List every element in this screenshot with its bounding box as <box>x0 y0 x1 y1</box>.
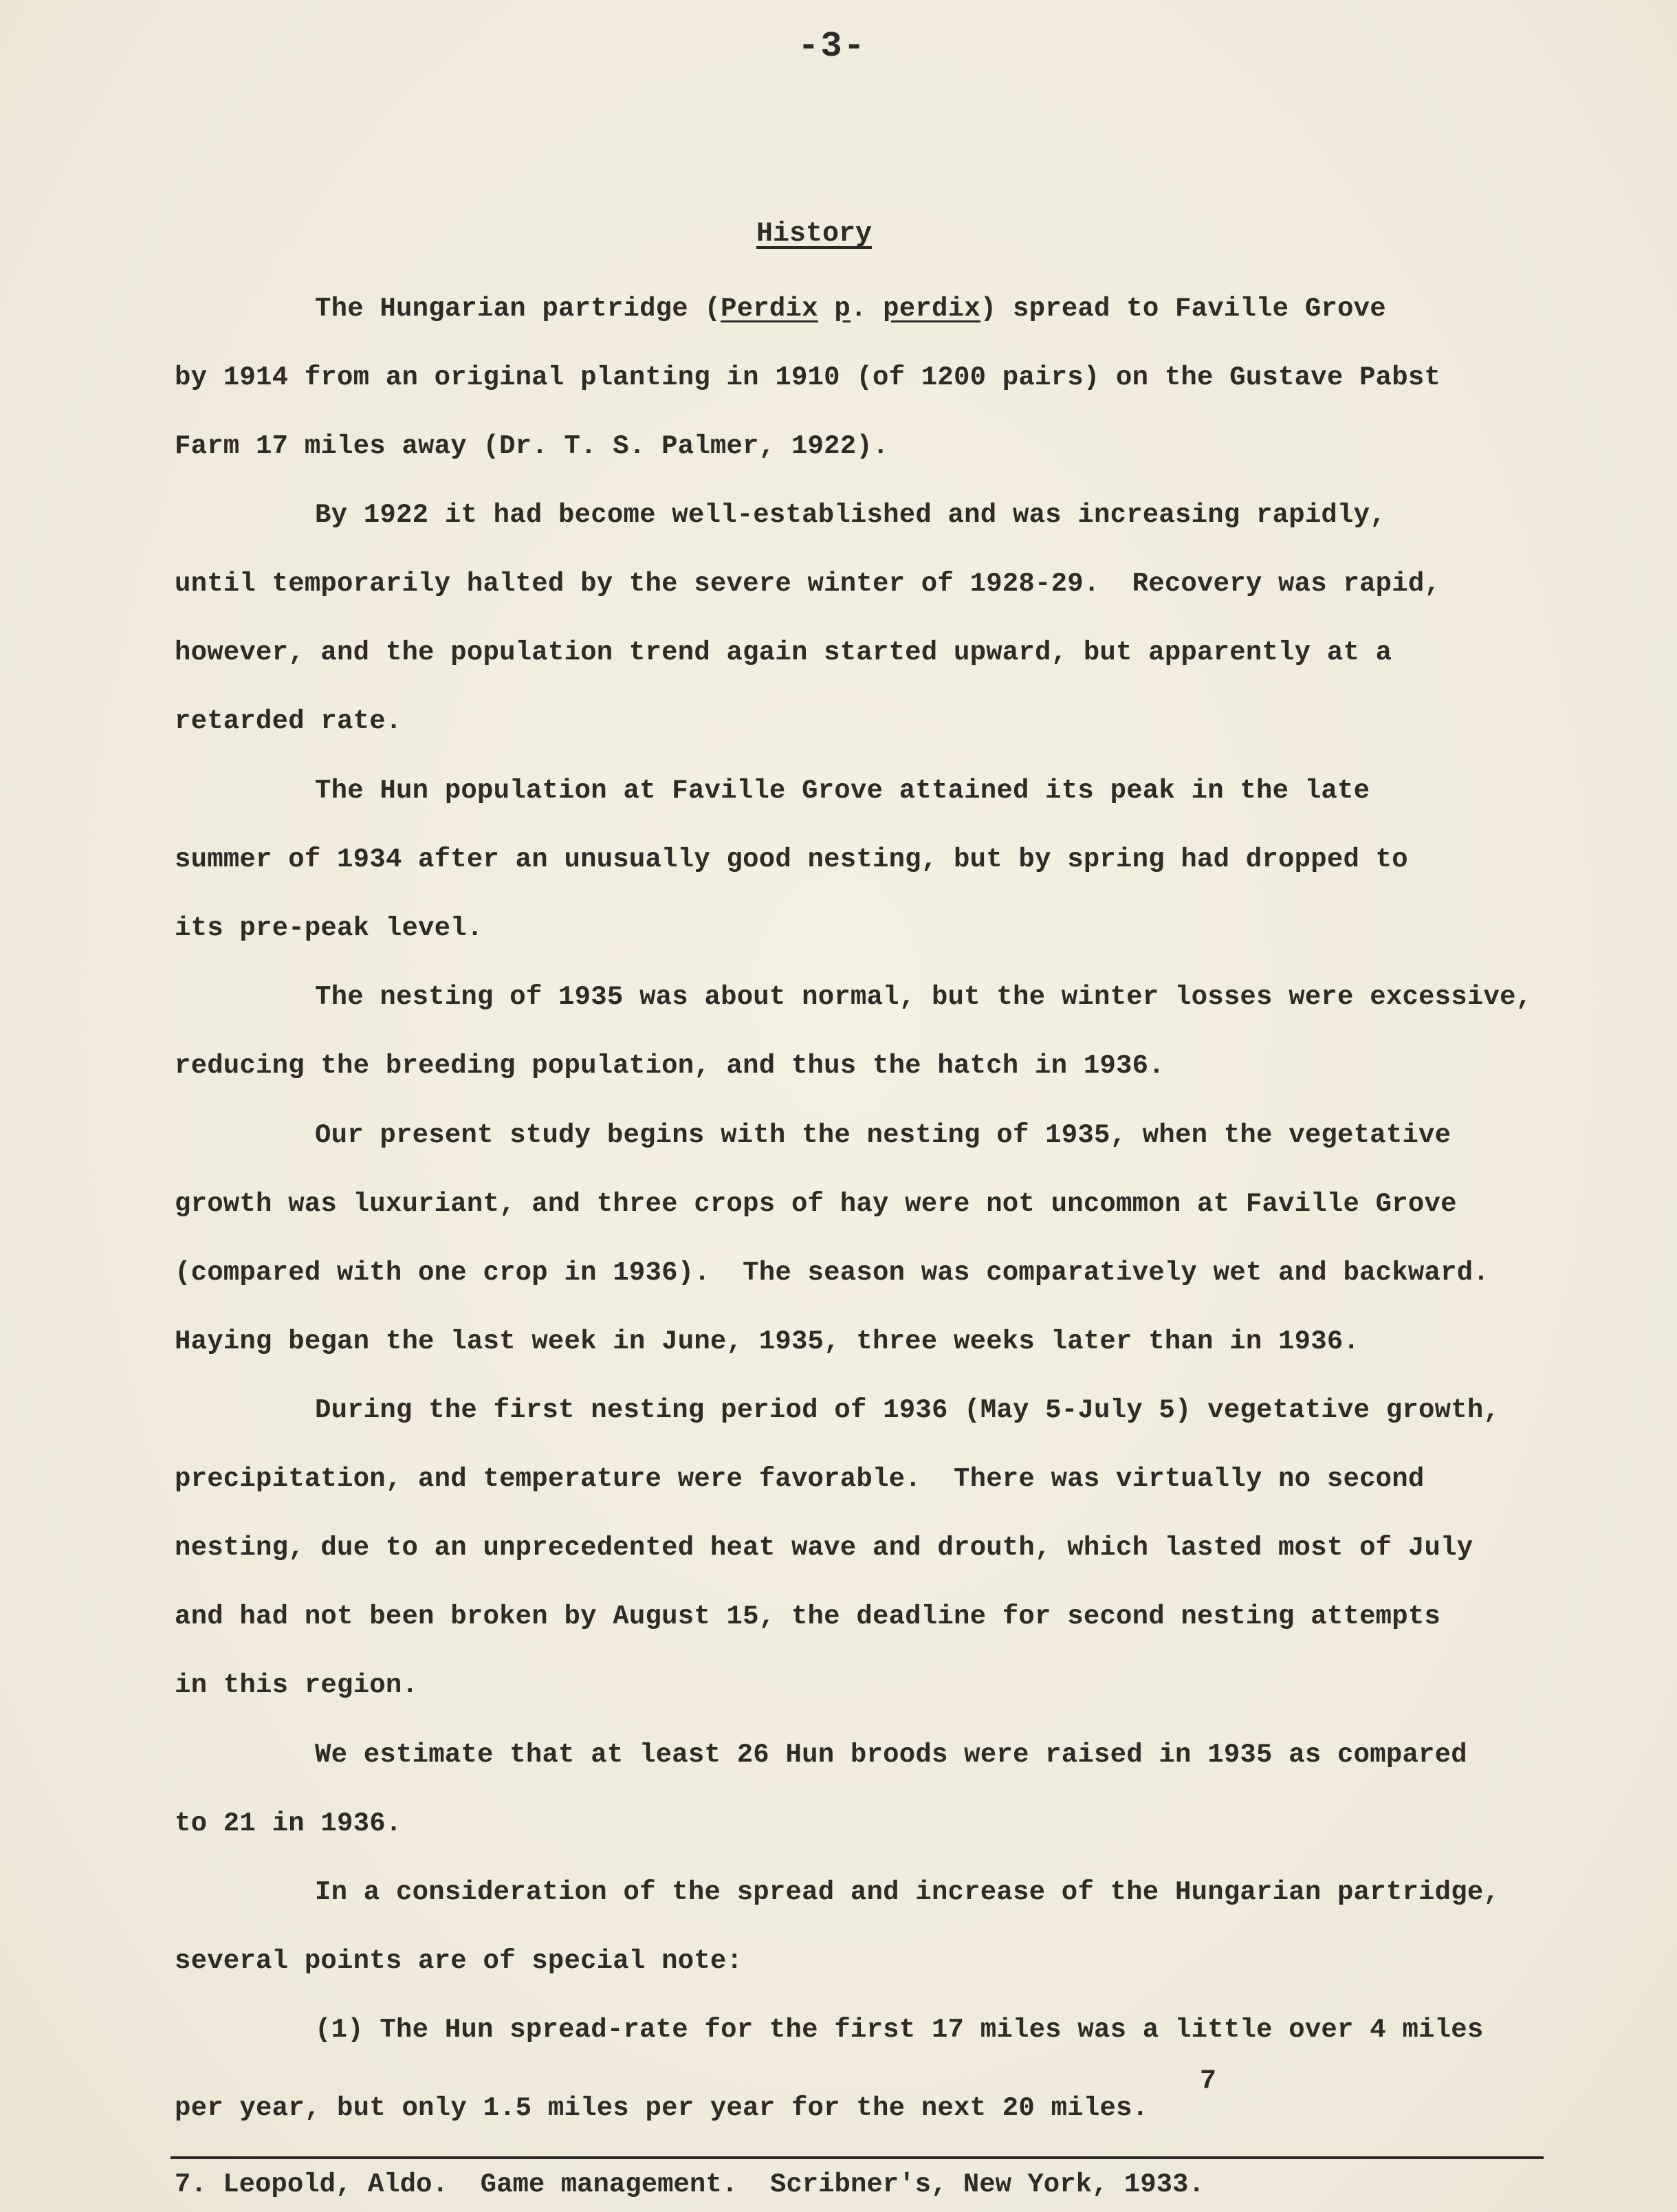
text-line: retarded rate. <box>175 706 402 736</box>
text-line: We estimate that at least 26 Hun broods were raised in 1935 as compared <box>315 1740 1467 1770</box>
text-segment: The Hungarian partridge ( <box>315 294 721 324</box>
text-line: and had not been broken by August 15, the deadline for second nesting attempts <box>175 1601 1441 1632</box>
text-line: Our present study begins with the nesting of 1935, when the vegetative <box>315 1120 1451 1150</box>
scientific-name-subspecies: perdix <box>883 294 980 324</box>
text-line: During the first nesting period of 1936 (May 5-July 5) vegetative growth, <box>315 1395 1500 1425</box>
text-line <box>315 296 1386 322</box>
text-line: in this region. <box>175 1670 419 1700</box>
text-line: (compared with one crop in 1936). The season was comparatively wet and backward. <box>175 1258 1489 1288</box>
page-number: -3- <box>798 26 866 67</box>
text-line: to 21 in 1936. <box>175 1808 402 1839</box>
text-line: Farm 17 miles away (Dr. T. S. Palmer, 1922). <box>175 431 889 461</box>
text-line: summer of 1934 after an unusually good nesting, but by spring had dropped to <box>175 844 1408 875</box>
text-line: In a consideration of the spread and increase of the Hungarian partridge, <box>315 1877 1500 1907</box>
text-line: The Hun population at Faville Grove attained its peak in the late <box>315 776 1370 806</box>
footnote-text: 7. Leopold, Aldo. Game management. Scribner's, New York, 1933. <box>175 2169 1205 2200</box>
scientific-name-species: p <box>834 294 851 324</box>
section-heading: History <box>756 219 873 250</box>
text-line: until temporarily halted by the severe winter of 1928-29. Recovery was rapid, <box>175 569 1441 599</box>
text-line: its pre-peak level. <box>175 913 483 943</box>
text-line: reducing the breeding population, and thus the hatch in 1936. <box>175 1051 1165 1081</box>
text-line: growth was luxuriant, and three crops of hay were not uncommon at Faville Grove <box>175 1189 1457 1219</box>
text-line: several points are of special note: <box>175 1946 743 1976</box>
footnote-divider <box>171 2156 1544 2159</box>
text-line: by 1914 from an original planting in 1910 (of 1200 pairs) on the Gustave Pabst <box>175 362 1441 393</box>
text-line: per year, but only 1.5 miles per year for the next 20 miles. <box>175 2093 1149 2123</box>
text-segment: ) spread to Faville Grove <box>980 294 1386 324</box>
text-line: (1) The Hun spread-rate for the first 17 miles was a little over 4 miles <box>315 2015 1484 2045</box>
text-line: Haying began the last week in June, 1935, three weeks later than in 1936. <box>175 1326 1360 1357</box>
text-line: precipitation, and temperature were favorable. There was virtually no second <box>175 1464 1425 1494</box>
text-line: The nesting of 1935 was about normal, but the winter losses were excessive, <box>315 982 1533 1012</box>
text-line: nesting, due to an unprecedented heat wave and drouth, which lasted most of July <box>175 1533 1473 1563</box>
scientific-name-genus: Perdix <box>721 294 818 324</box>
text-segment: . <box>850 294 884 324</box>
text-line: however, and the population trend again started upward, but apparently at a <box>175 637 1392 668</box>
text-line: By 1922 it had become well-established and was increasing rapidly, <box>315 500 1386 530</box>
footnote-marker: 7 <box>1200 2066 1217 2097</box>
